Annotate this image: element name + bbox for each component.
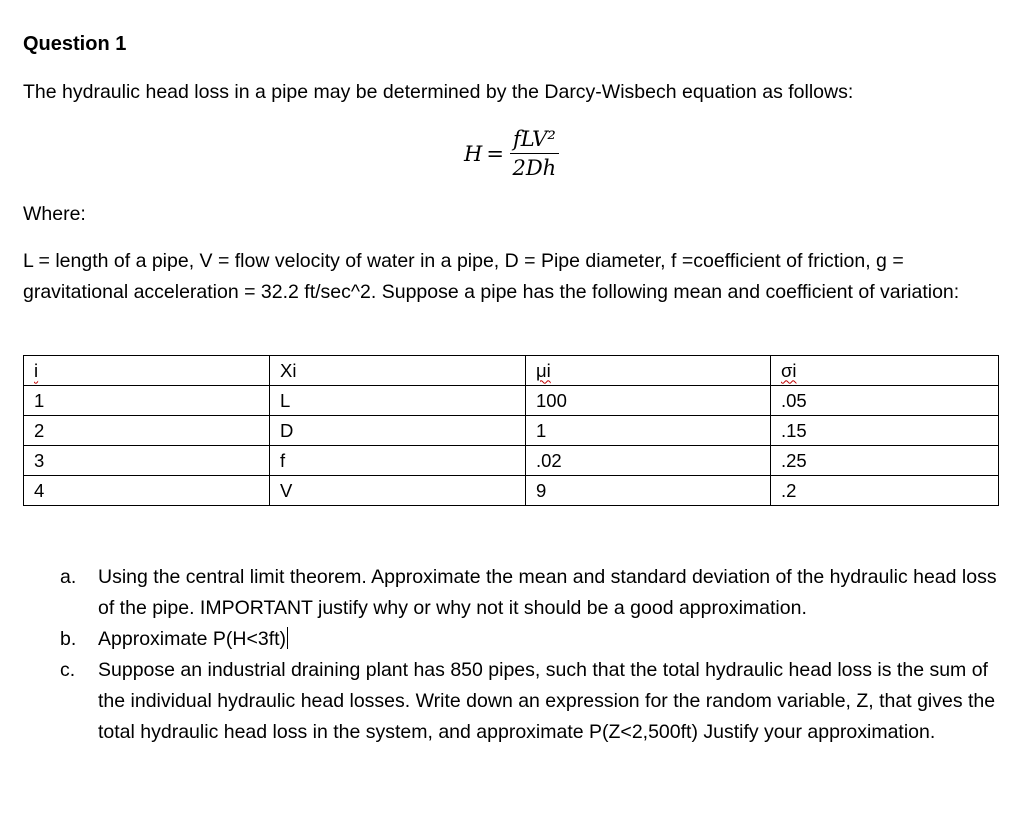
table-row (24, 386, 999, 416)
cell-mu: 1 (526, 416, 771, 446)
header-xi: Xi (270, 356, 526, 386)
header-mu: μi (526, 356, 771, 386)
cell-mu: 9 (526, 476, 771, 506)
task-text: Using the central limit theorem. Approximate the mean and standard deviation of the hydraulic head loss of the pipe. IMPORTANT justify why or why not it should be a good approximation. (98, 566, 997, 619)
table-row (24, 416, 999, 446)
cell-xi: D (270, 416, 526, 446)
task-text: Approximate P(H<3ft) (98, 628, 287, 650)
cell-i: 1 (24, 386, 270, 416)
cell-sigma: .05 (771, 386, 999, 416)
equation-equals: = (486, 141, 504, 166)
cell-xi: L (270, 386, 526, 416)
cell-i: 4 (24, 476, 270, 506)
definitions-text: L = length of a pipe, V = flow velocity of water in a pipe, D = Pipe diameter, f =coefficient of friction, g = gravitational acceleration = 32.2 ft/sec^2. Suppose a pipe has the following mean and coefficient of variation: (23, 250, 960, 303)
cell-i: 3 (24, 446, 270, 476)
task-marker: c. (60, 659, 76, 681)
cell-sigma: .2 (771, 476, 999, 506)
table-row (24, 476, 999, 506)
table-header-row (24, 356, 999, 386)
header-i: i (24, 356, 270, 386)
variables-table (23, 355, 999, 506)
task-marker: a. (60, 566, 77, 588)
cell-mu: 100 (526, 386, 771, 416)
task-text: Suppose an industrial draining plant has 850 pipes, such that the total hydraulic head loss is the sum of the individual hydraulic head losses. Write down an expression for the random variable, Z, that gives the total hydraulic head loss in the system, and approximate P(Z<2,500ft) Justify your approximation. (98, 659, 996, 743)
equation-numerator: fLV² (510, 127, 559, 154)
cell-xi: V (270, 476, 526, 506)
equation-fraction (510, 127, 559, 180)
cell-i: 2 (24, 416, 270, 446)
task-marker: b. (60, 628, 77, 650)
task-item-c (60, 655, 1000, 748)
text-cursor (287, 627, 288, 649)
table-row (24, 446, 999, 476)
header-sigma: σi (771, 356, 999, 386)
darcy-equation (464, 127, 559, 180)
task-item-b (60, 624, 1000, 655)
equation-denominator: 2Dh (512, 156, 557, 180)
task-list (60, 562, 1000, 748)
equation-lhs: H (464, 141, 483, 166)
cell-sigma: .25 (771, 446, 999, 476)
intro-text: The hydraulic head loss in a pipe may be determined by the Darcy-Wisbech equation as follows: (23, 81, 854, 103)
where-label: Where: (23, 203, 86, 225)
cell-xi: f (270, 446, 526, 476)
task-item-a (60, 562, 1000, 624)
question-title: Question 1 (23, 33, 127, 55)
cell-sigma: .15 (771, 416, 999, 446)
cell-mu: .02 (526, 446, 771, 476)
